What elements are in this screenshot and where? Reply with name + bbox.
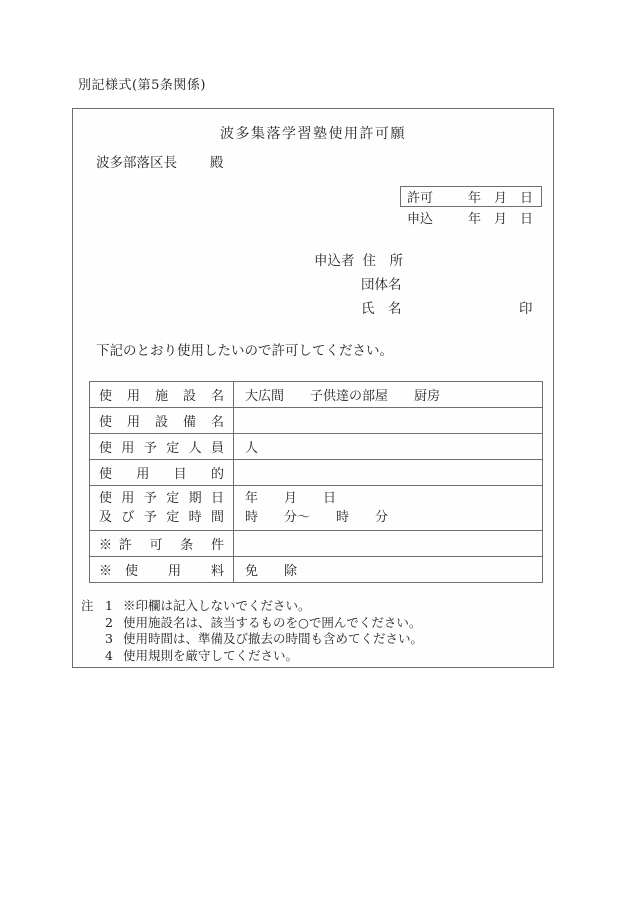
permit-date-row [400, 186, 542, 207]
note-2-num: 2 [105, 614, 113, 630]
conditions-label: ※許 可 条 件 [90, 531, 234, 557]
apply-date-row [400, 207, 542, 228]
equipment-value [234, 408, 543, 434]
note-2-text: 使用施設名は、該当するものを○で囲んでください。 [123, 614, 422, 630]
fee-label: ※使 用 料 [90, 557, 234, 583]
note-line-4 [81, 648, 423, 665]
request-sentence: 下記のとおり使用したいので許可してください。 [96, 343, 393, 359]
purpose-value [234, 460, 543, 486]
schedule-value-line1: 年 月 日 [245, 491, 337, 506]
addressee-line [96, 151, 224, 171]
date-box [400, 186, 542, 228]
note-3-text: 使用時間は、準備及び撤去の時間も含めてください。 [123, 631, 424, 646]
equipment-label: 使 用 設 備 名 [90, 408, 234, 434]
schedule-label-line1: 使 用 予 定 期 日 [99, 491, 224, 506]
apply-date-label: 申込 [407, 212, 434, 227]
form-reference-label: 別記様式(第5条関係) [78, 78, 206, 93]
facility-label: 使 用 施 設 名 [90, 382, 234, 408]
table-row-facility [90, 382, 543, 408]
headcount-label: 使 用 予 定 人 員 [90, 434, 234, 460]
table-row-headcount [90, 434, 543, 460]
schedule-value-line2: 時 分～ 時 分 [245, 510, 389, 525]
conditions-value [234, 531, 543, 557]
schedule-label-line2: 及 び 予 定 時 間 [99, 510, 224, 525]
seal-mark: 印 [519, 301, 533, 317]
note-line-2 [81, 615, 423, 632]
applicant-block [314, 249, 403, 321]
applicant-label: 申込者 [314, 253, 355, 269]
note-1-num: 1 [105, 598, 113, 613]
addressee-name: 波多部落区長 [96, 155, 177, 171]
permit-date-value: 年 月 日 [467, 191, 533, 206]
purpose-label: 使 用 目 的 [90, 460, 234, 486]
table-row-purpose [90, 460, 543, 486]
facility-value: 大広間 子供達の部屋 厨房 [234, 382, 543, 408]
notes-prefix: 注 [81, 598, 94, 613]
note-1-text: ※印欄は記入しないでください。 [123, 598, 311, 613]
note-line-1 [81, 598, 423, 615]
form-title: 波多集落学習塾使用許可願 [220, 126, 406, 142]
table-row-conditions [90, 531, 543, 557]
fee-value: 免 除 [234, 557, 543, 583]
usage-table [89, 381, 543, 583]
applicant-name-line: 氏 名 [361, 301, 402, 317]
table-row-equipment [90, 408, 543, 434]
notes-block [81, 598, 423, 664]
schedule-value [234, 486, 543, 531]
form-outer-border [72, 108, 554, 668]
applicant-address-label: 住 所 [362, 253, 403, 269]
addressee-honorific: 殿 [210, 155, 224, 171]
permit-date-label: 許可 [407, 191, 434, 206]
note-4-num: 4 [105, 647, 113, 663]
note-line-3 [81, 631, 423, 648]
headcount-value: 人 [234, 434, 543, 460]
apply-date-value: 年 月 日 [467, 212, 533, 227]
note-3-num: 3 [105, 631, 113, 646]
table-row-fee [90, 557, 543, 583]
table-row-schedule [90, 486, 543, 531]
applicant-address-line [314, 249, 403, 273]
note-4-text: 使用規則を厳守してください。 [123, 647, 299, 663]
applicant-org-line: 団体名 [361, 277, 402, 293]
schedule-label [90, 486, 234, 531]
